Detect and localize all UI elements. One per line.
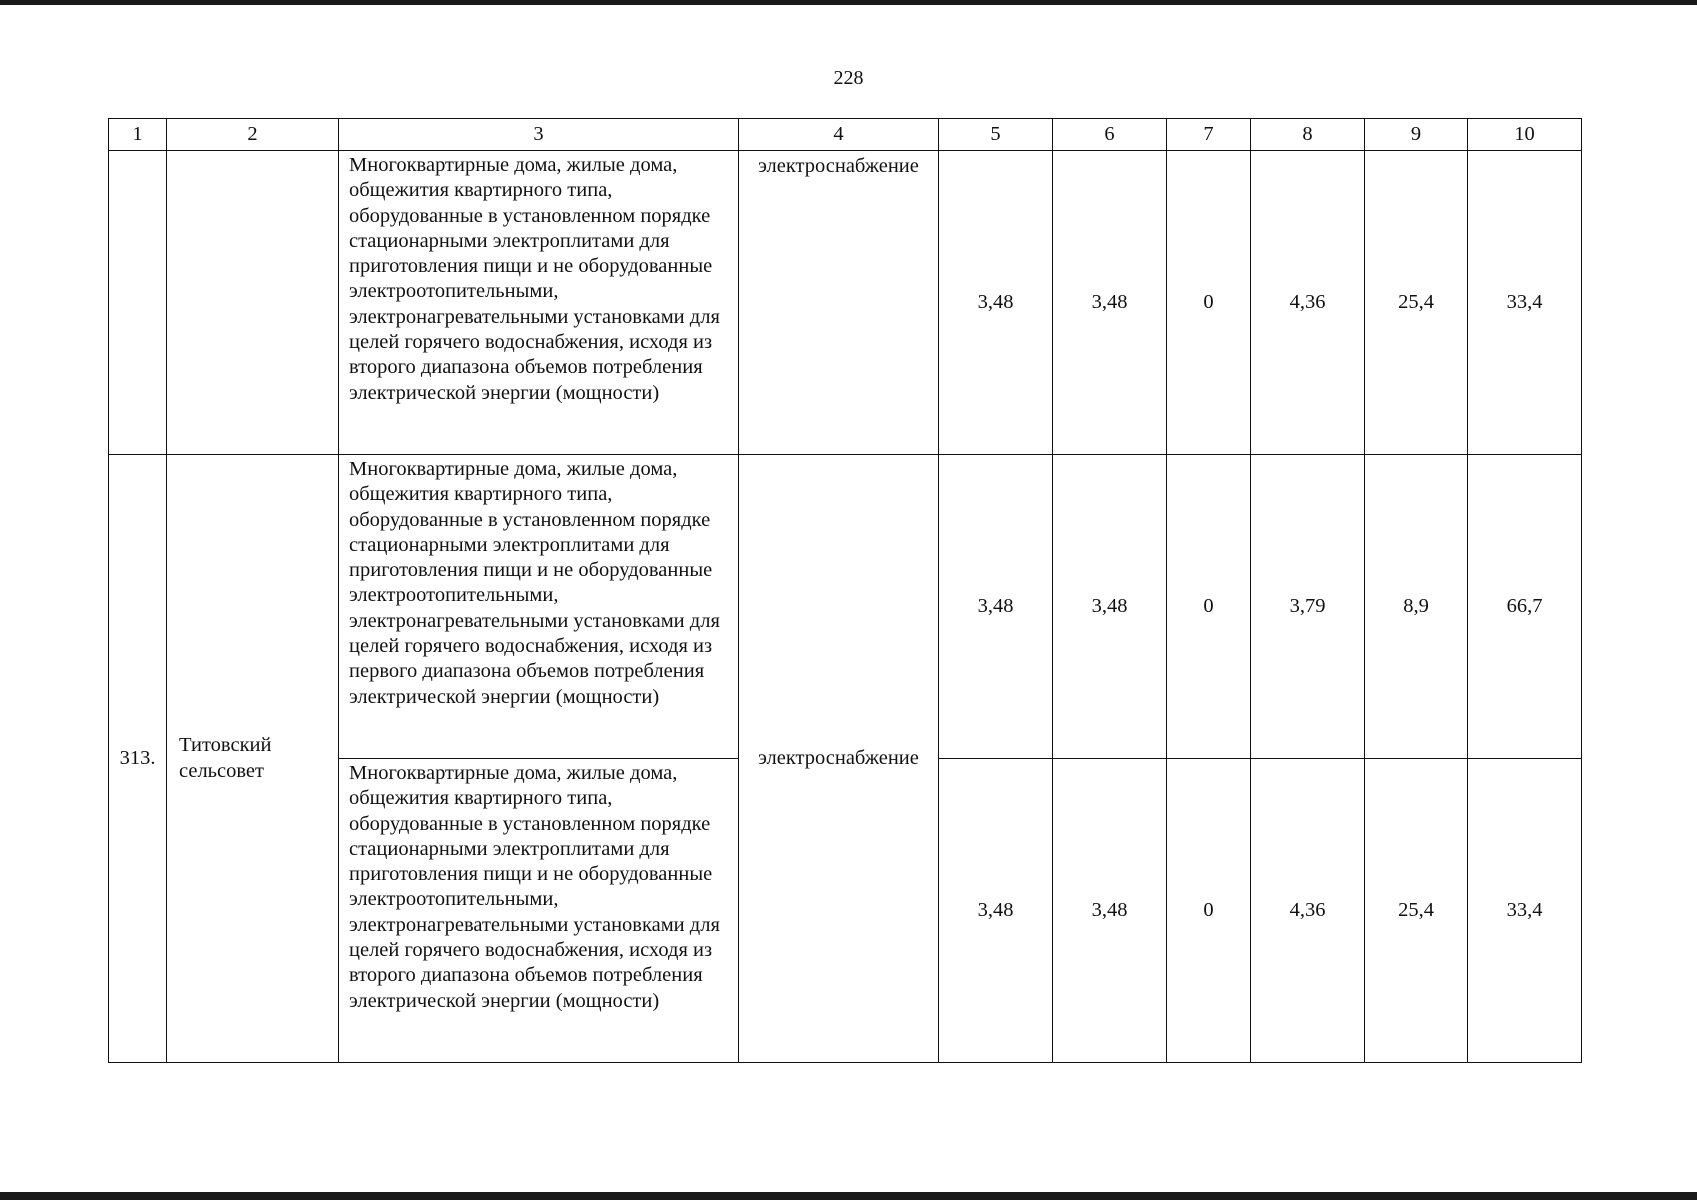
header-cell-9: 9 bbox=[1365, 119, 1468, 151]
page-number: 228 bbox=[833, 67, 864, 89]
scan-border-top bbox=[0, 0, 1697, 5]
value-col-6: 3,48 bbox=[1053, 455, 1167, 759]
value-col-8: 4,36 bbox=[1251, 151, 1365, 455]
header-cell-8: 8 bbox=[1251, 119, 1365, 151]
value-col-6: 3,48 bbox=[1053, 759, 1167, 1063]
value-col-9: 25,4 bbox=[1365, 151, 1468, 455]
value-col-9: 25,4 bbox=[1365, 759, 1468, 1063]
row-number bbox=[109, 151, 167, 455]
consumer-description: Многоквартирные дома, жилые дома, общежития квартирного типа, оборудованные в установленном порядке стационарными электроплитами для приготовления пищи и не оборудованные электроотопительными, электронагревательными установками для целей горячего водоснабжения, исходя из второго диапазона объемов потребления электрической энергии (мощности) bbox=[339, 151, 739, 455]
value-col-7: 0 bbox=[1167, 455, 1251, 759]
header-cell-3: 3 bbox=[339, 119, 739, 151]
value-col-7: 0 bbox=[1167, 151, 1251, 455]
value-col-10: 33,4 bbox=[1468, 151, 1582, 455]
table-row bbox=[109, 455, 1582, 759]
value-col-8: 4,36 bbox=[1251, 759, 1365, 1063]
header-cell-1: 1 bbox=[109, 119, 167, 151]
consumer-description: Многоквартирные дома, жилые дома, общежития квартирного типа, оборудованные в установленном порядке стационарными электроплитами для приготовления пищи и не оборудованные электроотопительными, электронагревательными установками для целей горячего водоснабжения, исходя из первого диапазона объемов потребления электрической энергии (мощности) bbox=[339, 455, 739, 759]
value-col-8: 3,79 bbox=[1251, 455, 1365, 759]
value-col-5: 3,48 bbox=[939, 151, 1053, 455]
value-col-5: 3,48 bbox=[939, 455, 1053, 759]
value-col-10: 33,4 bbox=[1468, 759, 1582, 1063]
value-col-6: 3,48 bbox=[1053, 151, 1167, 455]
value-col-9: 8,9 bbox=[1365, 455, 1468, 759]
row-number: 313. bbox=[109, 455, 167, 1063]
value-col-5: 3,48 bbox=[939, 759, 1053, 1063]
scan-border-bottom bbox=[0, 1192, 1697, 1200]
header-cell-10: 10 bbox=[1468, 119, 1582, 151]
table-row bbox=[109, 151, 1582, 455]
settlement-name bbox=[167, 151, 339, 455]
consumer-description: Многоквартирные дома, жилые дома, общежития квартирного типа, оборудованные в установленном порядке стационарными электроплитами для приготовления пищи и не оборудованные электроотопительными, электронагревательными установками для целей горячего водоснабжения, исходя из второго диапазона объемов потребления электрической энергии (мощности) bbox=[339, 759, 739, 1063]
service-type: электроснабжение bbox=[739, 455, 939, 1063]
value-col-7: 0 bbox=[1167, 759, 1251, 1063]
header-cell-4: 4 bbox=[739, 119, 939, 151]
value-col-10: 66,7 bbox=[1468, 455, 1582, 759]
settlement-name: Титовский сельсовет bbox=[167, 455, 339, 1063]
tariff-table bbox=[108, 118, 1582, 1063]
header-cell-2: 2 bbox=[167, 119, 339, 151]
header-cell-6: 6 bbox=[1053, 119, 1167, 151]
header-cell-7: 7 bbox=[1167, 119, 1251, 151]
header-cell-5: 5 bbox=[939, 119, 1053, 151]
header-row bbox=[109, 119, 1582, 151]
service-type: электроснабжение bbox=[739, 151, 939, 455]
